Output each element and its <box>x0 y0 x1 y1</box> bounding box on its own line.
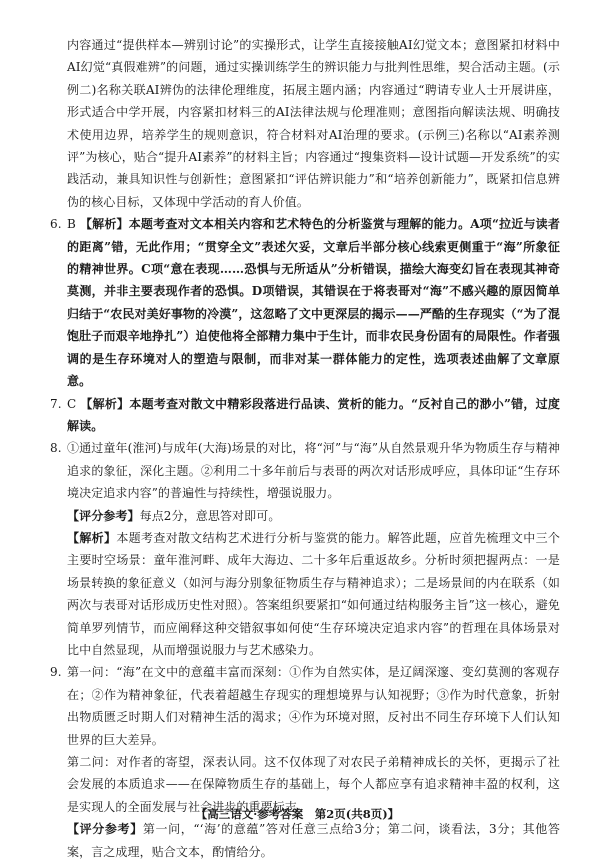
question-9-number: 9. <box>50 665 62 680</box>
question-8-analysis: 【解析】本题考查对散文结构艺术进行分析与鉴赏的能力。解答此题，应首先梳理文中三个主要时空场景：童年淮河畔、成年大海边、二十多年后重返故乡。分析时须把握两点：一是场景转换的象征意义（如河与海分别象征物质生存与精神追求）；二是场景间的内在联系（如两次与表哥对话形成历史性对照）。答案组织要紧扣“如何通过结构服务主旨”这一核心，避免简单罗列情节，而应阐释这种交错叙事如何使“生存环境决定追求内容”的哲理在具体场景对比中自然显现，从而增强说服力与艺术感染力。 <box>67 530 560 657</box>
question-8-answer: ①通过童年(淮河)与成年(大海)场景的对比，将“河”与“海”从自然景观升华为物质生存与精神追求的象征，深化主题。②利用二十多年前后与表哥的两次对话形成呼应，具体印证“生存环境决定追求内容”的普遍性与持续性，增强说服力。 <box>67 441 560 501</box>
question-6-answer: B <box>67 217 76 232</box>
question-8 <box>50 437 560 661</box>
page-footer: 【高三语文·参考答案 第2页(共8页)】 <box>195 807 400 821</box>
question-6 <box>50 213 560 392</box>
question-7-answer: C <box>67 396 77 411</box>
question-9 <box>50 661 560 863</box>
question-9-part2: 第二问：对作者的寄望，深表认同。这不仅体现了对农民子弟精神成长的关怀，更揭示了社会发展的本质追求——在保障物质生存的基础上，每个人都应享有追求精神丰盈的权利，这是实现人的全面发展与社会进步的重要标志。 <box>67 755 560 814</box>
intro-paragraph: 内容通过“提供样本—辨别讨论”的实操形式，让学生直接接触AI幻觉文本；意图紧扣材料中AI幻觉“真假难辨”的问题，通过实操训练学生的辨识能力与批判性思维，契合活动主题。(示例二)名称关联AI辨伪的法律伦理维度，拓展主题内涵；内容通过“聘请专业人士开展讲座，形式适合中学开展，内容紧扣材料三的AI法律法规与伦理准则；意图指向解读法规、明确技术使用边界，培养学生的规则意识，符合材料对AI治理的要求。(示例三)名称以“AI素养测评”为核心，贴合“提升AI素养”的材料主旨；内容通过“搜集资料—设计试题—开发系统”的实践活动，兼具知识性与创新性；意图紧扣“评估辨识能力”和“培养创新能力”，既紧扣信息辨伪的核心目标，又体现中学活动的育人价值。 <box>67 38 560 209</box>
question-6-analysis: 本题考查对文本相关内容和艺术特色的分析鉴赏与理解的能力。A项“拉近与读者的距离”错，无此作用；“贯穿全文”表述欠妥，文章后半部分核心线索更侧重于“海”所象征的精神世界。C项“意在表现……恐惧与无所适从”分析错误，描绘大海变幻旨在表现其神奇莫测，并非主要表现作者的恐惧。D项错误，其错误在于将表哥对“海”不感兴趣的原因简单归结于“农民对美好事物的冷漠”，这忽略了文中更深层的揭示——严酷的生存现实（“为了混饱肚子而艰辛地挣扎”）迫使他将全部精力集中于生计，而非农民身份固有的局限性。作者强调的是生存环境对人的塑造与限制，而非对某一群体能力的定性，选项表述曲解了文章原意。 <box>67 217 560 389</box>
question-7-tag: 【解析】 <box>80 396 130 411</box>
question-7-analysis: 本题考查对散文中精彩段落进行品读、赏析的能力。“反衬自己的渺小”错，过度解读。 <box>67 396 560 433</box>
question-9-scoring: 【评分参考】第一问，“‘海’的意蕴”答对任意三点给3分；第二问，谈看法，3分；其他答案，言之成理，贴合文本，酌情给分。 <box>67 822 560 859</box>
question-7-number: 7. <box>50 396 62 411</box>
question-6-number: 6. <box>50 217 62 232</box>
page-content <box>50 34 560 863</box>
question-8-scoring: 【评分参考】每点2分，意思答对即可。 <box>67 508 281 523</box>
question-9-part1: 第一问：“海”在文中的意蕴丰富而深刻：①作为自然实体，是辽阔深邃、变幻莫测的客观存在；②作为精神象征，代表着超越生存现实的理想境界与认知视野；③作为时代意象，折射出物质匮乏时期人们对精神生活的渴求；④作为环境对照，反衬出不同生存环境下人们认知世界的巨大差异。 <box>67 665 560 747</box>
question-7 <box>50 393 560 438</box>
question-8-number: 8. <box>50 441 62 456</box>
question-6-tag: 【解析】 <box>79 217 129 232</box>
